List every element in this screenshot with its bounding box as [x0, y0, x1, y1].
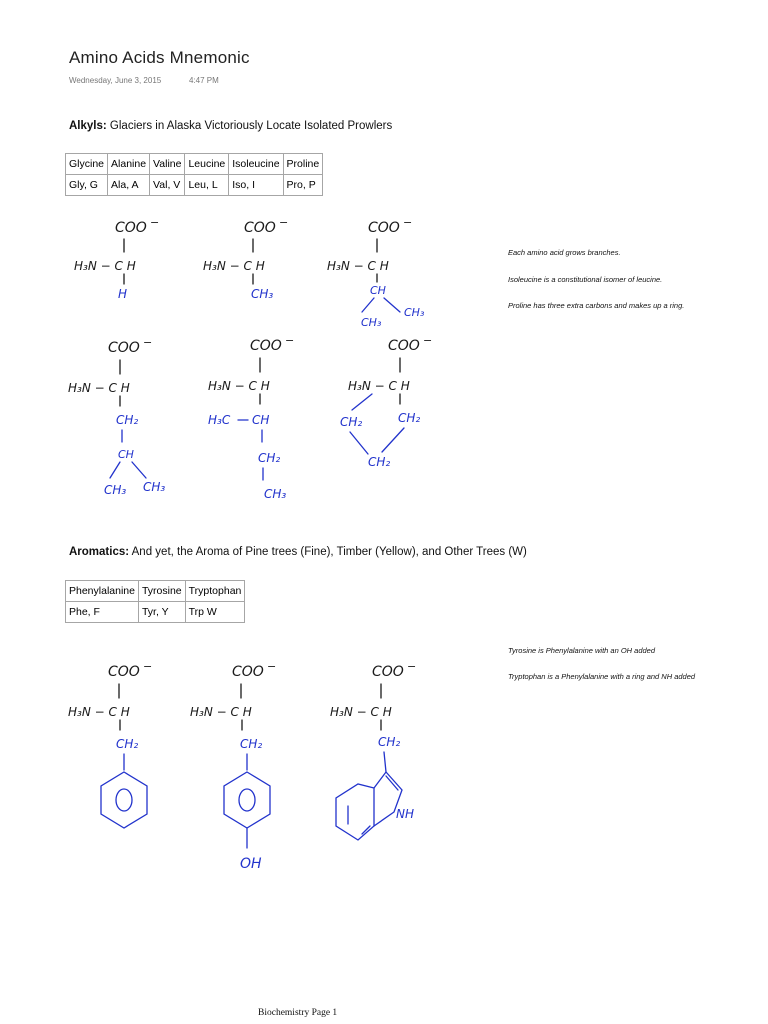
- side-chain-label: CH₂: [240, 737, 263, 751]
- side-chain-label: OH: [240, 856, 262, 872]
- table-cell: Phe, F: [66, 602, 139, 623]
- carboxylate-label: COO: [244, 220, 276, 236]
- table-cell: Leucine: [185, 154, 229, 175]
- side-chain-label: CH₂: [340, 415, 363, 429]
- side-chain-label: CH: [370, 284, 386, 297]
- amine-label: H₃N − C H: [203, 259, 265, 273]
- alanine-structure: [203, 216, 288, 301]
- aromatics-heading: [69, 546, 527, 558]
- table-cell: Alanine: [108, 154, 150, 175]
- amine-label: H₃N − C H: [327, 259, 389, 273]
- alkyls-note-1: Each amino acid grows branches.: [508, 248, 621, 257]
- amine-label: H₃N − C H: [68, 705, 130, 719]
- charge-label: −: [267, 660, 277, 673]
- side-chain-label: CH₃: [104, 483, 127, 497]
- side-chain-label: CH₃: [404, 306, 425, 319]
- tyrosine-structure: [190, 660, 276, 872]
- table-cell: Valine: [150, 154, 185, 175]
- side-chain-label: CH: [252, 413, 270, 427]
- table-row: [66, 175, 323, 196]
- alkyls-table: [65, 153, 323, 196]
- charge-label: −: [279, 216, 289, 229]
- table-cell: Iso, I: [229, 175, 283, 196]
- charge-label: −: [407, 660, 417, 673]
- amine-label: H₃N − C H: [348, 379, 410, 393]
- carboxylate-label: COO: [115, 220, 147, 236]
- table-cell: Tyr, Y: [138, 602, 185, 623]
- alkyls-note-2: Isoleucine is a constitutional isomer of leucine.: [508, 275, 663, 284]
- table-cell: Ala, A: [108, 175, 150, 196]
- amine-label: H₃N − C H: [190, 705, 252, 719]
- side-chain-label: CH: [118, 448, 134, 461]
- aromatics-table: [65, 580, 245, 623]
- side-chain-label: CH₂: [116, 737, 139, 751]
- table-cell: Leu, L: [185, 175, 229, 196]
- carboxylate-label: COO: [108, 664, 140, 680]
- charge-label: −: [285, 334, 295, 347]
- page-time: 4:47 PM: [189, 76, 219, 85]
- alkyls-heading: [69, 120, 392, 132]
- table-cell: Glycine: [66, 154, 108, 175]
- side-chain-label: CH₂: [258, 451, 281, 465]
- table-row: [66, 581, 245, 602]
- leucine-structure: [68, 336, 165, 497]
- side-chain-label: CH₃: [143, 480, 166, 494]
- isoleucine-structure: [208, 334, 294, 501]
- glycine-structure: [74, 216, 159, 301]
- amine-label: H₃N − C H: [330, 705, 392, 719]
- carboxylate-label: COO: [368, 220, 400, 236]
- table-cell: Tryptophan: [185, 581, 245, 602]
- carboxylate-label: COO: [108, 340, 140, 356]
- page-footer: Biochemistry Page 1: [258, 1008, 338, 1018]
- side-chain-label: CH₃: [251, 287, 274, 301]
- charge-label: −: [423, 334, 433, 347]
- table-cell: Phenylalanine: [66, 581, 139, 602]
- alkyls-mnemonic: Glaciers in Alaska Victoriously Locate Isolated Prowlers: [109, 120, 393, 132]
- carboxylate-label: COO: [388, 338, 420, 354]
- table-cell: Val, V: [150, 175, 185, 196]
- side-chain-label: H₃C: [208, 413, 231, 427]
- side-chain-label: CH₂: [116, 413, 139, 427]
- table-cell: Proline: [283, 154, 323, 175]
- alkyls-note-3: Proline has three extra carbons and makes up a ring.: [508, 301, 685, 310]
- tryptophan-structure: [330, 660, 416, 840]
- proline-structure: [340, 334, 432, 469]
- phenylalanine-structure: [68, 660, 152, 828]
- charge-label: −: [143, 336, 153, 349]
- side-chain-label: CH₃: [361, 316, 382, 329]
- aromatics-mnemonic: And yet, the Aroma of Pine trees (Fine), Timber (Yellow), and Other Trees (W): [131, 546, 527, 558]
- valine-structure: [327, 216, 425, 329]
- charge-label: −: [403, 216, 413, 229]
- table-cell: Tyrosine: [138, 581, 185, 602]
- charge-label: −: [150, 216, 160, 229]
- carboxylate-label: COO: [250, 338, 282, 354]
- table-cell: Isoleucine: [229, 154, 283, 175]
- table-cell: Gly, G: [66, 175, 108, 196]
- carboxylate-label: COO: [372, 664, 404, 680]
- carboxylate-label: COO: [232, 664, 264, 680]
- aromatics-label: Aromatics:: [69, 546, 130, 558]
- side-chain-label: NH: [396, 807, 414, 821]
- alkyls-label: Alkyls:: [69, 120, 107, 132]
- page-date: Wednesday, June 3, 2015: [69, 76, 162, 85]
- amine-label: H₃N − C H: [68, 381, 130, 395]
- side-chain-label: CH₃: [264, 487, 287, 501]
- table-row: [66, 602, 245, 623]
- side-chain-label: H: [118, 287, 128, 301]
- aromatics-note-2: Tryptophan is a Phenylalanine with a ring and NH added: [508, 672, 696, 681]
- aromatics-note-1: Tyrosine is Phenylalanine with an OH added: [508, 646, 656, 655]
- charge-label: −: [143, 660, 153, 673]
- side-chain-label: CH₂: [398, 411, 421, 425]
- side-chain-label: CH₂: [378, 735, 401, 749]
- table-cell: Pro, P: [283, 175, 323, 196]
- table-row: [66, 154, 323, 175]
- table-cell: Trp W: [185, 602, 245, 623]
- amine-label: H₃N − C H: [74, 259, 136, 273]
- side-chain-label: CH₂: [368, 455, 391, 469]
- page-title: Amino Acids Mnemonic: [69, 48, 250, 67]
- amine-label: H₃N − C H: [208, 379, 270, 393]
